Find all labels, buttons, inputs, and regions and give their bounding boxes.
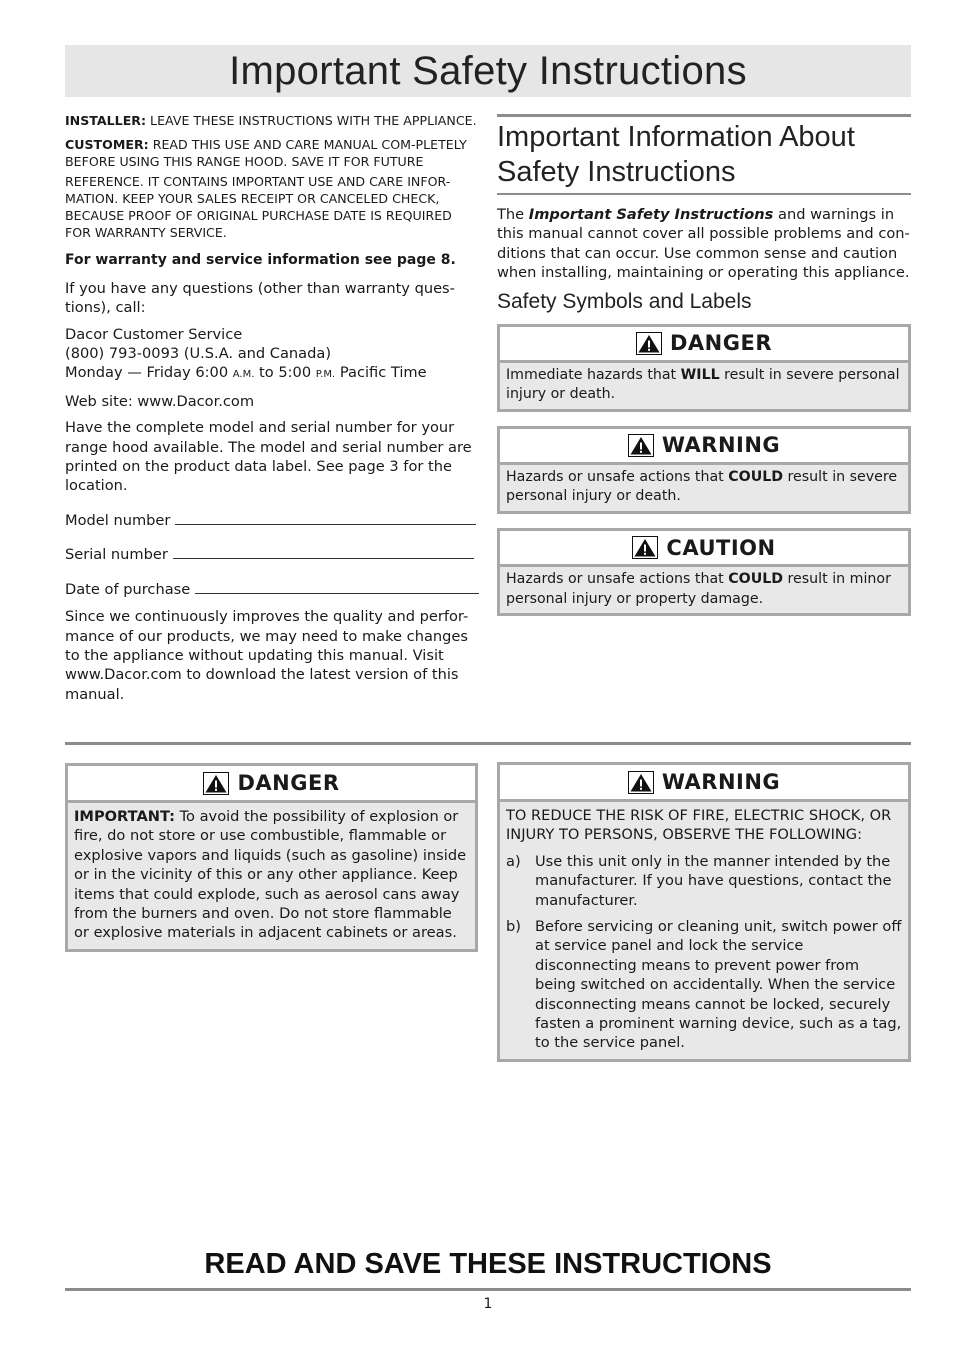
website-link[interactable]: Web site: www.Dacor.com (65, 392, 255, 410)
warning-triangle-icon (628, 434, 654, 457)
warning-list-box (497, 762, 911, 1062)
installer-text: LEAVE THESE INSTRUCTIONS WITH THE APPLIANCE. (146, 113, 477, 128)
list-item: a) Use this unit only in the manner intended by the manufacturer. If you have questions, contact the manufacturer. (506, 852, 892, 909)
list-item: b) Before servicing or cleaning unit, switch power off at service panel and lock the service disconnecting means to prevent power from being switched on accidentally. When the service disconnecting means cannot be locked, securely fasten a prominent warning device, such as a tag, to the service panel. (506, 918, 902, 1052)
caution-label: CAUTION (666, 535, 776, 560)
danger-warning-box (65, 763, 478, 952)
warning-box-header (500, 765, 908, 802)
warning-triangle-icon (203, 772, 229, 795)
warning-symbol-box (497, 426, 911, 514)
danger-box-label: DANGER (237, 771, 340, 795)
warning-lead: TO REDUCE THE RISK OF FIRE, ELECTRIC SHOCK, OR INJURY TO PERSONS, OBSERVE THE FOLLOWING: (506, 807, 892, 844)
warning-triangle-icon (632, 536, 658, 559)
caution-symbol-box (497, 528, 911, 616)
section-title: Important Information About Safety Instructions (497, 121, 855, 188)
service-name: Dacor Customer Service (65, 325, 243, 343)
footer-title: READ AND SAVE THESE INSTRUCTIONS (204, 1248, 772, 1280)
service-contact (65, 325, 478, 385)
section-divider (65, 742, 911, 745)
title-bar (65, 45, 911, 97)
serial-number-field[interactable]: Serial number (65, 544, 478, 564)
danger-box-header (68, 766, 475, 803)
danger-box-text: IMPORTANT: To avoid the possibility of explosion or fire, do not store or use combustible, flammable or explosive vapors and liquids (such as gasoline) inside or in the vicinity of this or any other appliance. Keep items that could explode, such as aerosol cans away from the burners and oven. Do not store flammable or explosive materials in adjacent cabinets or areas. (74, 808, 467, 942)
model-serial-note: Have the complete model and serial number for your range hood available. The model and serial number are printed on the product data label. See page 3 for the location. (65, 419, 472, 495)
safety-symbols-heading: Safety Symbols and Labels (497, 289, 752, 313)
section-rule-bottom (497, 193, 911, 195)
questions-note: If you have any questions (other than warranty ques-tions), call: (65, 279, 455, 317)
warning-box-label: WARNING (661, 770, 781, 794)
customer-note (65, 136, 478, 170)
warning-symbol-header (500, 429, 908, 465)
page-number: 1 (483, 1296, 493, 1312)
customer-label: CUSTOMER: (65, 137, 149, 153)
danger-symbol-box (497, 324, 911, 412)
danger-label: DANGER (669, 331, 772, 356)
caution-symbol-header (500, 531, 908, 567)
important-label: IMPORTANT: (74, 808, 175, 825)
danger-description: Immediate hazards that WILL result in severe personal injury or death. (506, 366, 900, 403)
warranty-note: For warranty and service information see page 8. (65, 252, 456, 269)
danger-symbol-header (500, 327, 908, 363)
intro-paragraph: The Important Safety Instructions and warnings in this manual cannot cover all possible problems and con-ditions that can occur. Use common sense and caution when installing, maintaining or operating this appliance. (497, 206, 910, 282)
service-phone: (800) 793-0093 (U.S.A. and Canada) (65, 345, 332, 363)
service-hours: Monday — Friday 6:00 A.M. to 5:00 P.M. Pacific Time (65, 364, 427, 382)
section-rule-top (497, 114, 911, 117)
warning-box-body (500, 802, 908, 1059)
footer-rule (65, 1288, 911, 1291)
update-note: Since we continuously improves the quality and perfor-mance of our products, we may need to make changes to the appliance without updating this manual. Visit www.Dacor.com to download the latest version of this manual. (65, 608, 469, 703)
warning-triangle-icon (628, 771, 654, 794)
customer-note-2: REFERENCE. IT CONTAINS IMPORTANT USE AND CARE INFOR-MATION. KEEP YOUR SALES RECEIPT OR CANCELED CHECK, BECAUSE PROOF OF ORIGINAL PURCHASE DATE IS REQUIRED FOR WARRANTY SERVICE. (65, 173, 452, 241)
warning-triangle-icon (636, 332, 662, 355)
right-column (497, 114, 911, 630)
model-number-field[interactable]: Model number (65, 510, 478, 530)
warning-description: Hazards or unsafe actions that COULD result in severe personal injury or death. (506, 468, 898, 505)
page-title: Important Safety Instructions (229, 49, 747, 93)
left-column (65, 112, 478, 711)
installer-label: INSTALLER: (65, 113, 147, 128)
installer-note (65, 112, 478, 129)
warning-label: WARNING (661, 433, 781, 458)
customer-text-1: READ THIS USE AND CARE MANUAL COM-PLETELY BEFORE USING THIS RANGE HOOD. SAVE IT FOR FUTURE (65, 137, 467, 170)
date-of-purchase-field[interactable]: Date of purchase (65, 579, 478, 599)
caution-description: Hazards or unsafe actions that COULD result in minor personal injury or property damage. (506, 571, 891, 607)
